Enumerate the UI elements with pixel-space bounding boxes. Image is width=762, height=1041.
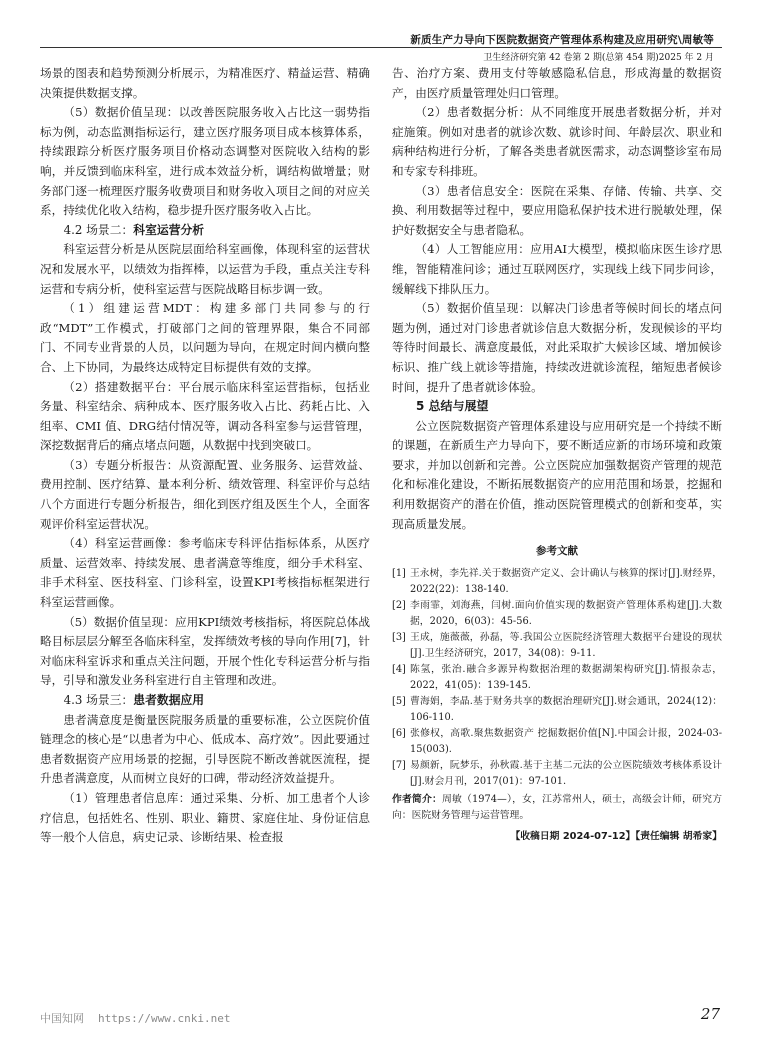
reference-text: 王成，施薇薇，孙磊，等.我国公立医院经济管理大数据平台建设的现状[J].卫生经济研究，2017，34(08)：9-11. <box>410 631 722 659</box>
section-heading-4-3 <box>40 691 370 711</box>
author-text: 周敏（1974—），女，江苏常州人，硕士，高级会计师，研究方向：医院财务管理与运营管理。 <box>392 793 722 821</box>
reference-text: 陈氢，张治.融合多源异构数据治理的数据湖架构研究[J].情报杂志，2022，41(05)：139-145. <box>410 663 722 691</box>
reference-number: [3] <box>392 631 406 643</box>
paragraph: 场景的图表和趋势预测分析展示，为精准医疗、精益运营、精确决策提供数据支撑。 <box>40 66 370 100</box>
reference-text: 曹海娟，李晶.基于财务共享的数据治理研究[J].财会通讯，2024(12)：106-110. <box>410 695 722 723</box>
reference-item <box>392 662 722 694</box>
cnki-watermark <box>40 1010 244 1026</box>
section-title: 科室运营分析 <box>133 222 205 237</box>
author-bio <box>392 792 722 824</box>
paragraph: 科室运营分析是从医院层面给科室画像，体现科室的运营状况和发展水平，以绩效为指挥棒，以运营为手段，重点关注专科运营和专病分析，使科室运营与医院战略目标步调一致。 <box>40 242 370 296</box>
reference-number: [1] <box>392 567 406 579</box>
reference-text: 张修权，高歌.聚焦数据资产 挖掘数据价值[N].中国会计报，2024-03-15(003). <box>410 727 722 755</box>
reference-text: 王永树，李先祥.关于数据资产定义、会计确认与核算的探讨[J].财经界，2022(22)：138-140. <box>410 567 722 595</box>
paragraph: （3）患者信息安全：医院在采集、存储、传输、共享、交换、利用数据等过程中，要应用隐私保护技术进行脱敏处理，保护好数据安全与患者隐私。 <box>392 183 722 237</box>
reference-item <box>392 598 722 630</box>
reference-item <box>392 694 722 726</box>
running-header-title: 新质生产力导向下医院数据资产管理体系构建及应用研究\周敏等 <box>410 34 714 46</box>
references-title: 参考文献 <box>536 545 578 558</box>
paragraph: （5）数据价值呈现：应用KPI绩效考核指标，将医院总体战略目标层层分解至各临床科室，发挥绩效考核的导向作用[7]，针对临床科室诉求和重点关注问题，开展个性化专科运营分析与指导，引导和激发业务科室进行自主管理和改进。 <box>40 614 370 688</box>
reference-number: [2] <box>392 599 406 611</box>
watermark-url[interactable]: https://www.cnki.net <box>98 1012 231 1025</box>
reference-item <box>392 566 722 598</box>
paragraph: 告、治疗方案、费用支付等敏感隐私信息，形成海量的数据资产，由医疗质量管理处归口管理。 <box>392 66 722 100</box>
reference-text: 李雨霏，刘海燕，闫树.面向价值实现的数据资产管理体系构建[J].大数据，2020，6(03)：45-56. <box>410 599 722 627</box>
reference-text: 易颜新，阮梦乐，孙秋霞.基于主基二元法的公立医院绩效考核体系设计[J].财会月刊，2017(01)：97-101. <box>410 759 722 787</box>
section-heading-5: 5 总结与展望 <box>416 399 489 414</box>
section-number: 4.2 场景二： <box>63 222 134 237</box>
reference-number: [4] <box>392 663 406 675</box>
reference-number: [6] <box>392 727 406 739</box>
paragraph: 患者满意度是衡量医院服务质量的重要标准，公立医院价值链理念的核心是“以患者为中心、低成本、高疗效”。因此要通过患者数据资产应用场景的挖掘，引导医院不断改善就医流程，提升患者满意度，从而树立良好的口碑，带动经济效益提升。 <box>40 712 370 786</box>
right-column <box>392 64 722 846</box>
paragraph: （5）数据价值呈现：以解决门诊患者等候时间长的堵点问题为例，通过对门诊患者就诊信息大数据分析，发现候诊的平均等待时间最长、满意度最低，对此采取扩大候诊区域、增加候诊标识、推广线上就诊等措施，持续改进就诊流程，缩短患者候诊时间，提升了患者就诊体验。 <box>392 301 722 394</box>
paragraph: （5）数据价值呈现：以改善医院服务收入占比这一弱势指标为例，动态监测指标运行，建立医疗服务项目成本核算体系，持续跟踪分析医疗服务项目价格动态调整对医院收入结构的影响，并反馈到临床科室，进行成本效益分析，调结构做增量；财务部门逐一梳理医疗服务收费项目和财务收入项目之间的对应关系，持续优化收入结构，稳步提升医疗服务收入占比。 <box>40 105 370 218</box>
reference-item <box>392 726 722 758</box>
page-number: 27 <box>700 1005 720 1023</box>
paragraph: （3）专题分析报告：从资源配置、业务服务、运营效益、费用控制、医疗结算、量本利分析、绩效管理、科室评价与总结八个方面进行专题分析报告，细化到医疗组及医生个人，全面客观评价科室运营状况。 <box>40 457 370 531</box>
section-number: 4.3 场景三： <box>63 693 134 707</box>
reference-item <box>392 758 722 790</box>
received-date-editor: 【收稿日期 2024-07-12】【责任编辑 胡希家】 <box>510 830 722 842</box>
section-heading-4-2 <box>40 221 370 241</box>
paragraph: （4）科室运营画像：参考临床专科评估指标体系，从医疗质量、运营效率、持续发展、患者满意等维度，细分手术科室、非手术科室、医技科室、门诊科室，设置KPI考核指标框架进行科室运营画像。 <box>40 536 370 610</box>
watermark-name: 中国知网 <box>40 1012 84 1025</box>
paragraph: （1）管理患者信息库：通过采集、分析、加工患者个人诊疗信息，包括姓名、性别、职业、籍贯、家庭住址、身份证信息等一般个人信息，病史记录、诊断结果、检查报 <box>40 790 370 845</box>
reference-number: [5] <box>392 695 406 707</box>
paragraph: （1）组建运营MDT：构建多部门共同参与的行政“MDT”工作模式，打破部门之间的管理界限，集合不同部门、不同专业背景的人员，以问题为导向，在规定时间内横向整合、上下协同，为最终达成特定目标提供有效的支撑。 <box>40 301 370 374</box>
left-column <box>40 64 370 848</box>
paragraph: 公立医院数据资产管理体系建设与应用研究是一个持续不断的课题，在新质生产力导向下，要不断适应新的市场环境和政策要求，并加以创新和完善。公立医院应加强数据资产管理的规范化和标准化建设，不断拓展数据资产的应用范围和场景，挖掘和利用数据资产的潜在价值，推动医院管理模式的创新和变革，实现高质量发展。 <box>392 418 722 531</box>
reference-item <box>392 630 722 662</box>
header-divider <box>40 47 722 48</box>
paragraph: （2）搭建数据平台：平台展示临床科室运营指标，包括业务量、科室结余、病种成本、医疗服务收入占比、药耗占比、入组率、CMI 值、DRG结付情况等，调动各科室参与运营管理，深挖数据背后的痛点堵点问题，从数据中找到突破口。 <box>40 379 370 453</box>
paragraph: （4）人工智能应用：应用AI大模型，模拟临床医生诊疗思维，智能精准问诊；通过互联网医疗，实现线上线下同步问诊，缓解线下排队压力。 <box>392 242 722 296</box>
reference-number: [7] <box>392 759 406 771</box>
journal-info: 卫生经济研究第 42 卷第 2 期(总第 454 期)2025 年 2 月 <box>483 53 714 63</box>
author-label: 作者简介： <box>392 793 443 805</box>
references-list <box>392 566 722 790</box>
section-title: 患者数据应用 <box>133 693 205 707</box>
paragraph: （2）患者数据分析：从不同维度开展患者数据分析，并对症施策。例如对患者的就诊次数、就诊时间、年龄层次、职业和病种结构进行分析，了解各类患者就医需求，动态调整诊室布局和专家专科排班。 <box>392 105 722 178</box>
